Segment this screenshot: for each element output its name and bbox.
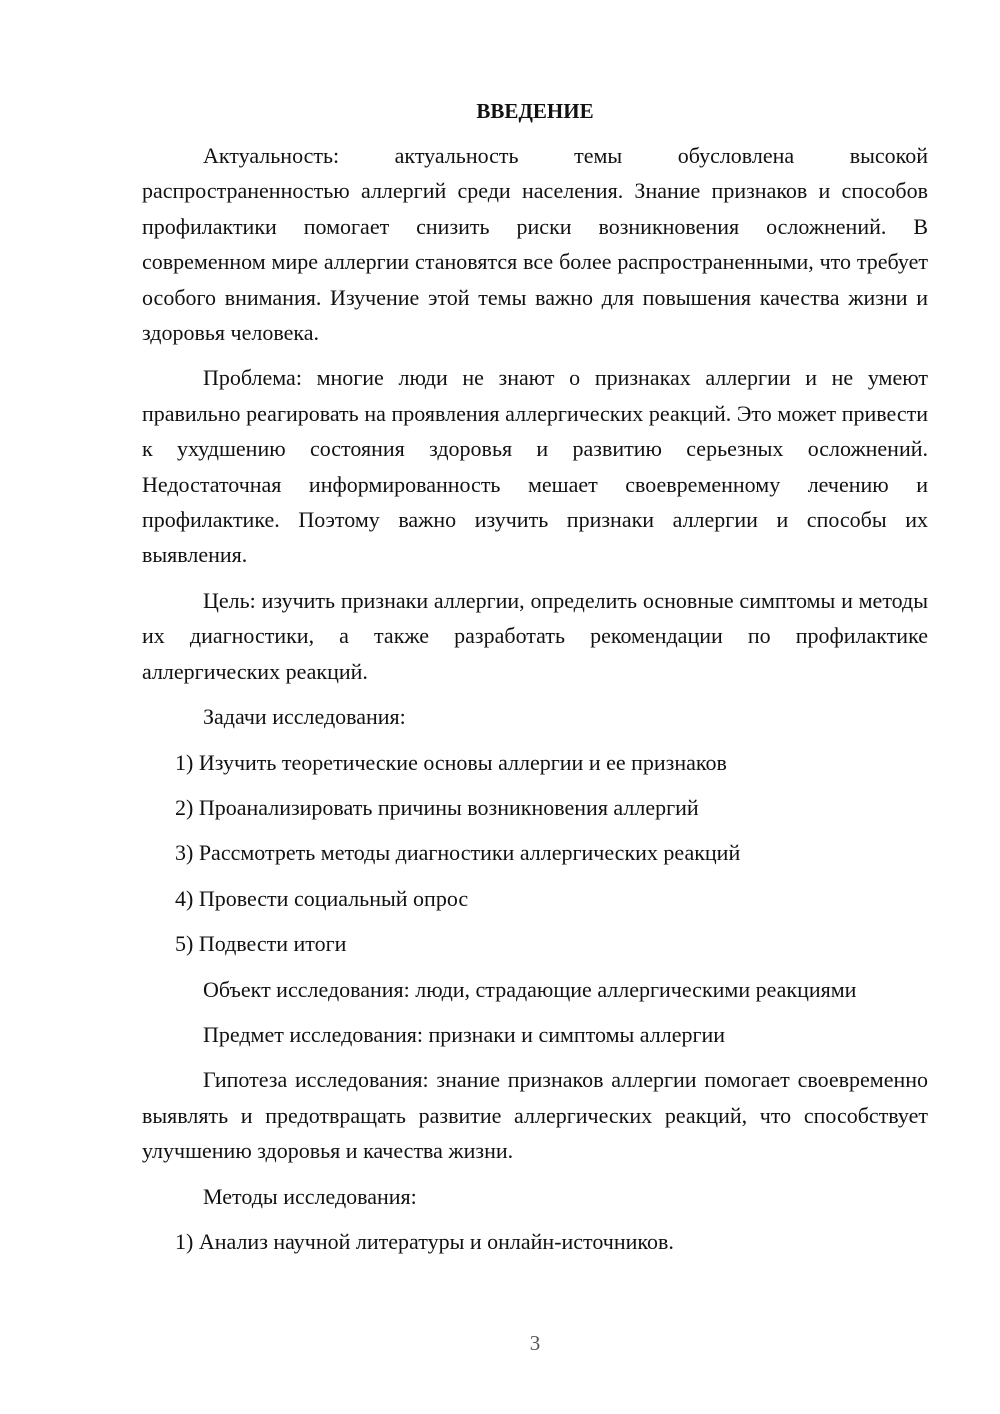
list-item: 4) Провести социальный опрос xyxy=(175,885,469,911)
hypothesis-paragraph: Гипотеза исследования: знание признаков аллергии помогает своевременно выявлять и предотвращать развитие аллергических реакций, что способствует улучшению здоровья и качества жизни. xyxy=(142,1067,928,1164)
methods-list xyxy=(142,1224,928,1259)
list-item: 3) Рассмотреть методы диагностики аллергических реакций xyxy=(175,840,741,866)
subject-paragraph: Предмет исследования: признаки и симптомы аллергии xyxy=(203,1021,726,1047)
section-title: ВВЕДЕНИЕ xyxy=(476,99,594,123)
list-item: 1) Изучить теоретические основы аллергии и ее признаков xyxy=(175,749,727,775)
document-page xyxy=(142,95,928,1269)
list-item: 1) Анализ научной литературы и онлайн-источников. xyxy=(175,1228,674,1254)
methods-heading: Методы исследования: xyxy=(203,1183,417,1209)
relevance-paragraph: Актуальность: актуальность темы обусловлена высокой распространенностью аллергий среди населения. Знание признаков и способов профилактики помогает снизить риски возникновения осложнений. В современном мире аллергии становятся все более распространенными, что требует особого внимания. Изучение этой темы важно для повышения качества жизни и здоровья человека. xyxy=(142,143,928,346)
tasks-list xyxy=(142,745,928,962)
goal-paragraph: Цель: изучить признаки аллергии, определить основные симптомы и методы их диагностики, а также разработать рекомендации по профилактике аллергических реакций. xyxy=(142,587,928,684)
tasks-heading: Задачи исследования: xyxy=(203,704,406,730)
problem-paragraph: Проблема: многие люди не знают о признаках аллергии и не умеют правильно реагировать на проявления аллергических реакций. Это может привести к ухудшению состояния здоровья и развитию серьезных осложнений. Недостаточная информированность мешает своевременному лечению и профилактике. Поэтому важно изучить признаки аллергии и способы их выявления. xyxy=(142,365,928,568)
page-number: 3 xyxy=(529,1331,541,1355)
list-item: 5) Подвести итоги xyxy=(175,931,347,957)
object-paragraph: Объект исследования: люди, страдающие аллергическими реакциями xyxy=(203,976,857,1002)
list-item: 2) Проанализировать причины возникновения аллергий xyxy=(175,794,699,820)
